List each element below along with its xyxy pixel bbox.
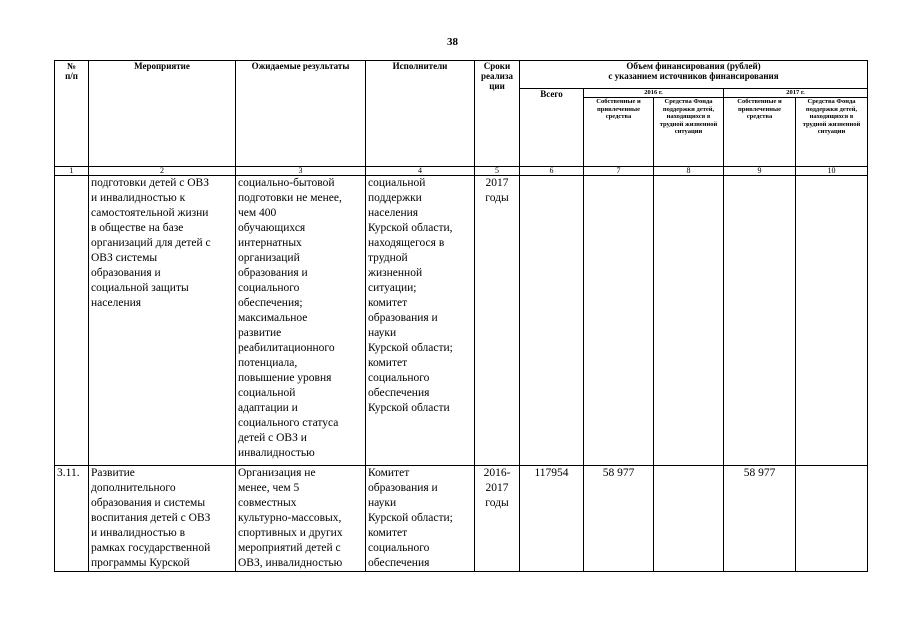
row-expected-results: Организация не менее, чем 5 совместных культурно-массовых, спортивных и других мероприятий детей с ОВЗ, инвалидностью <box>236 466 366 572</box>
row-own-2016 <box>584 176 654 466</box>
row-executors: Комитет образования и науки Курской области; комитет социального обеспечения <box>366 466 475 572</box>
column-number: 8 <box>654 167 724 176</box>
row-own-2017: 58 977 <box>724 466 796 572</box>
column-number: 5 <box>475 167 520 176</box>
header-executors: Исполнители <box>366 61 475 167</box>
row-terms: 2017 годы <box>475 176 520 466</box>
header-terms: Сроки реализа ции <box>475 61 520 167</box>
column-number: 1 <box>55 167 89 176</box>
header-year-2017: 2017 г. <box>724 89 868 98</box>
header-total: Всего <box>520 89 584 167</box>
page-number: 38 <box>447 36 458 48</box>
header-own-funds-2016: Собственные и привлеченные средства <box>584 98 654 167</box>
header-funding: Объем финансирования (рублей) с указанием источников финансирования <box>520 61 868 89</box>
row-own-2017 <box>724 176 796 466</box>
row-fund-2017 <box>796 466 868 572</box>
row-event: подготовки детей с ОВЗ и инвалидностью к самостоятельной жизни в обществе на базе организаций для детей с ОВЗ системы образования и социальной защиты населения <box>89 176 236 466</box>
row-fund-2016 <box>654 176 724 466</box>
header-event: Мероприятие <box>89 61 236 167</box>
column-number: 2 <box>89 167 236 176</box>
row-event: Развитие дополнительного образования и системы воспитания детей с ОВЗ и инвалидностью в рамках государственной программы Курской <box>89 466 236 572</box>
row-total <box>520 176 584 466</box>
column-number: 4 <box>366 167 475 176</box>
header-year-2016: 2016 г. <box>584 89 724 98</box>
column-number: 10 <box>796 167 868 176</box>
header-expected-results: Ожидаемые результаты <box>236 61 366 167</box>
column-number: 3 <box>236 167 366 176</box>
header-num: № п/п <box>55 61 89 167</box>
row-num <box>55 176 89 466</box>
column-number-row <box>55 167 868 176</box>
table-row <box>55 466 868 572</box>
table-row <box>55 176 868 466</box>
row-executors: социальной поддержки населения Курской области, находящегося в трудной жизненной ситуации; комитет образования и науки Курской области; комитет социального обеспечения Курской области <box>366 176 475 466</box>
column-number: 6 <box>520 167 584 176</box>
row-terms: 2016- 2017 годы <box>475 466 520 572</box>
funding-table <box>54 60 868 572</box>
header-own-funds-2017: Собственные и привлеченные средства <box>724 98 796 167</box>
header-fund-support-2016: Средства Фонда поддержки детей, находящихся в трудной жизненной ситуации <box>654 98 724 167</box>
row-fund-2016 <box>654 466 724 572</box>
column-number: 7 <box>584 167 654 176</box>
column-number: 9 <box>724 167 796 176</box>
row-num: 3.11. <box>55 466 89 572</box>
row-own-2016: 58 977 <box>584 466 654 572</box>
row-fund-2017 <box>796 176 868 466</box>
row-total: 117954 <box>520 466 584 572</box>
header-fund-support-2017: Средства Фонда поддержки детей, находящихся в трудной жизненной ситуации <box>796 98 868 167</box>
row-expected-results: социально-бытовой подготовки не менее, чем 400 обучающихся интернатных организаций образования и социального обеспечения; максимальное развитие реабилитационного потенциала, повышение уровня социальной адаптации и социального статуса детей с ОВЗ и инвалидностью <box>236 176 366 466</box>
